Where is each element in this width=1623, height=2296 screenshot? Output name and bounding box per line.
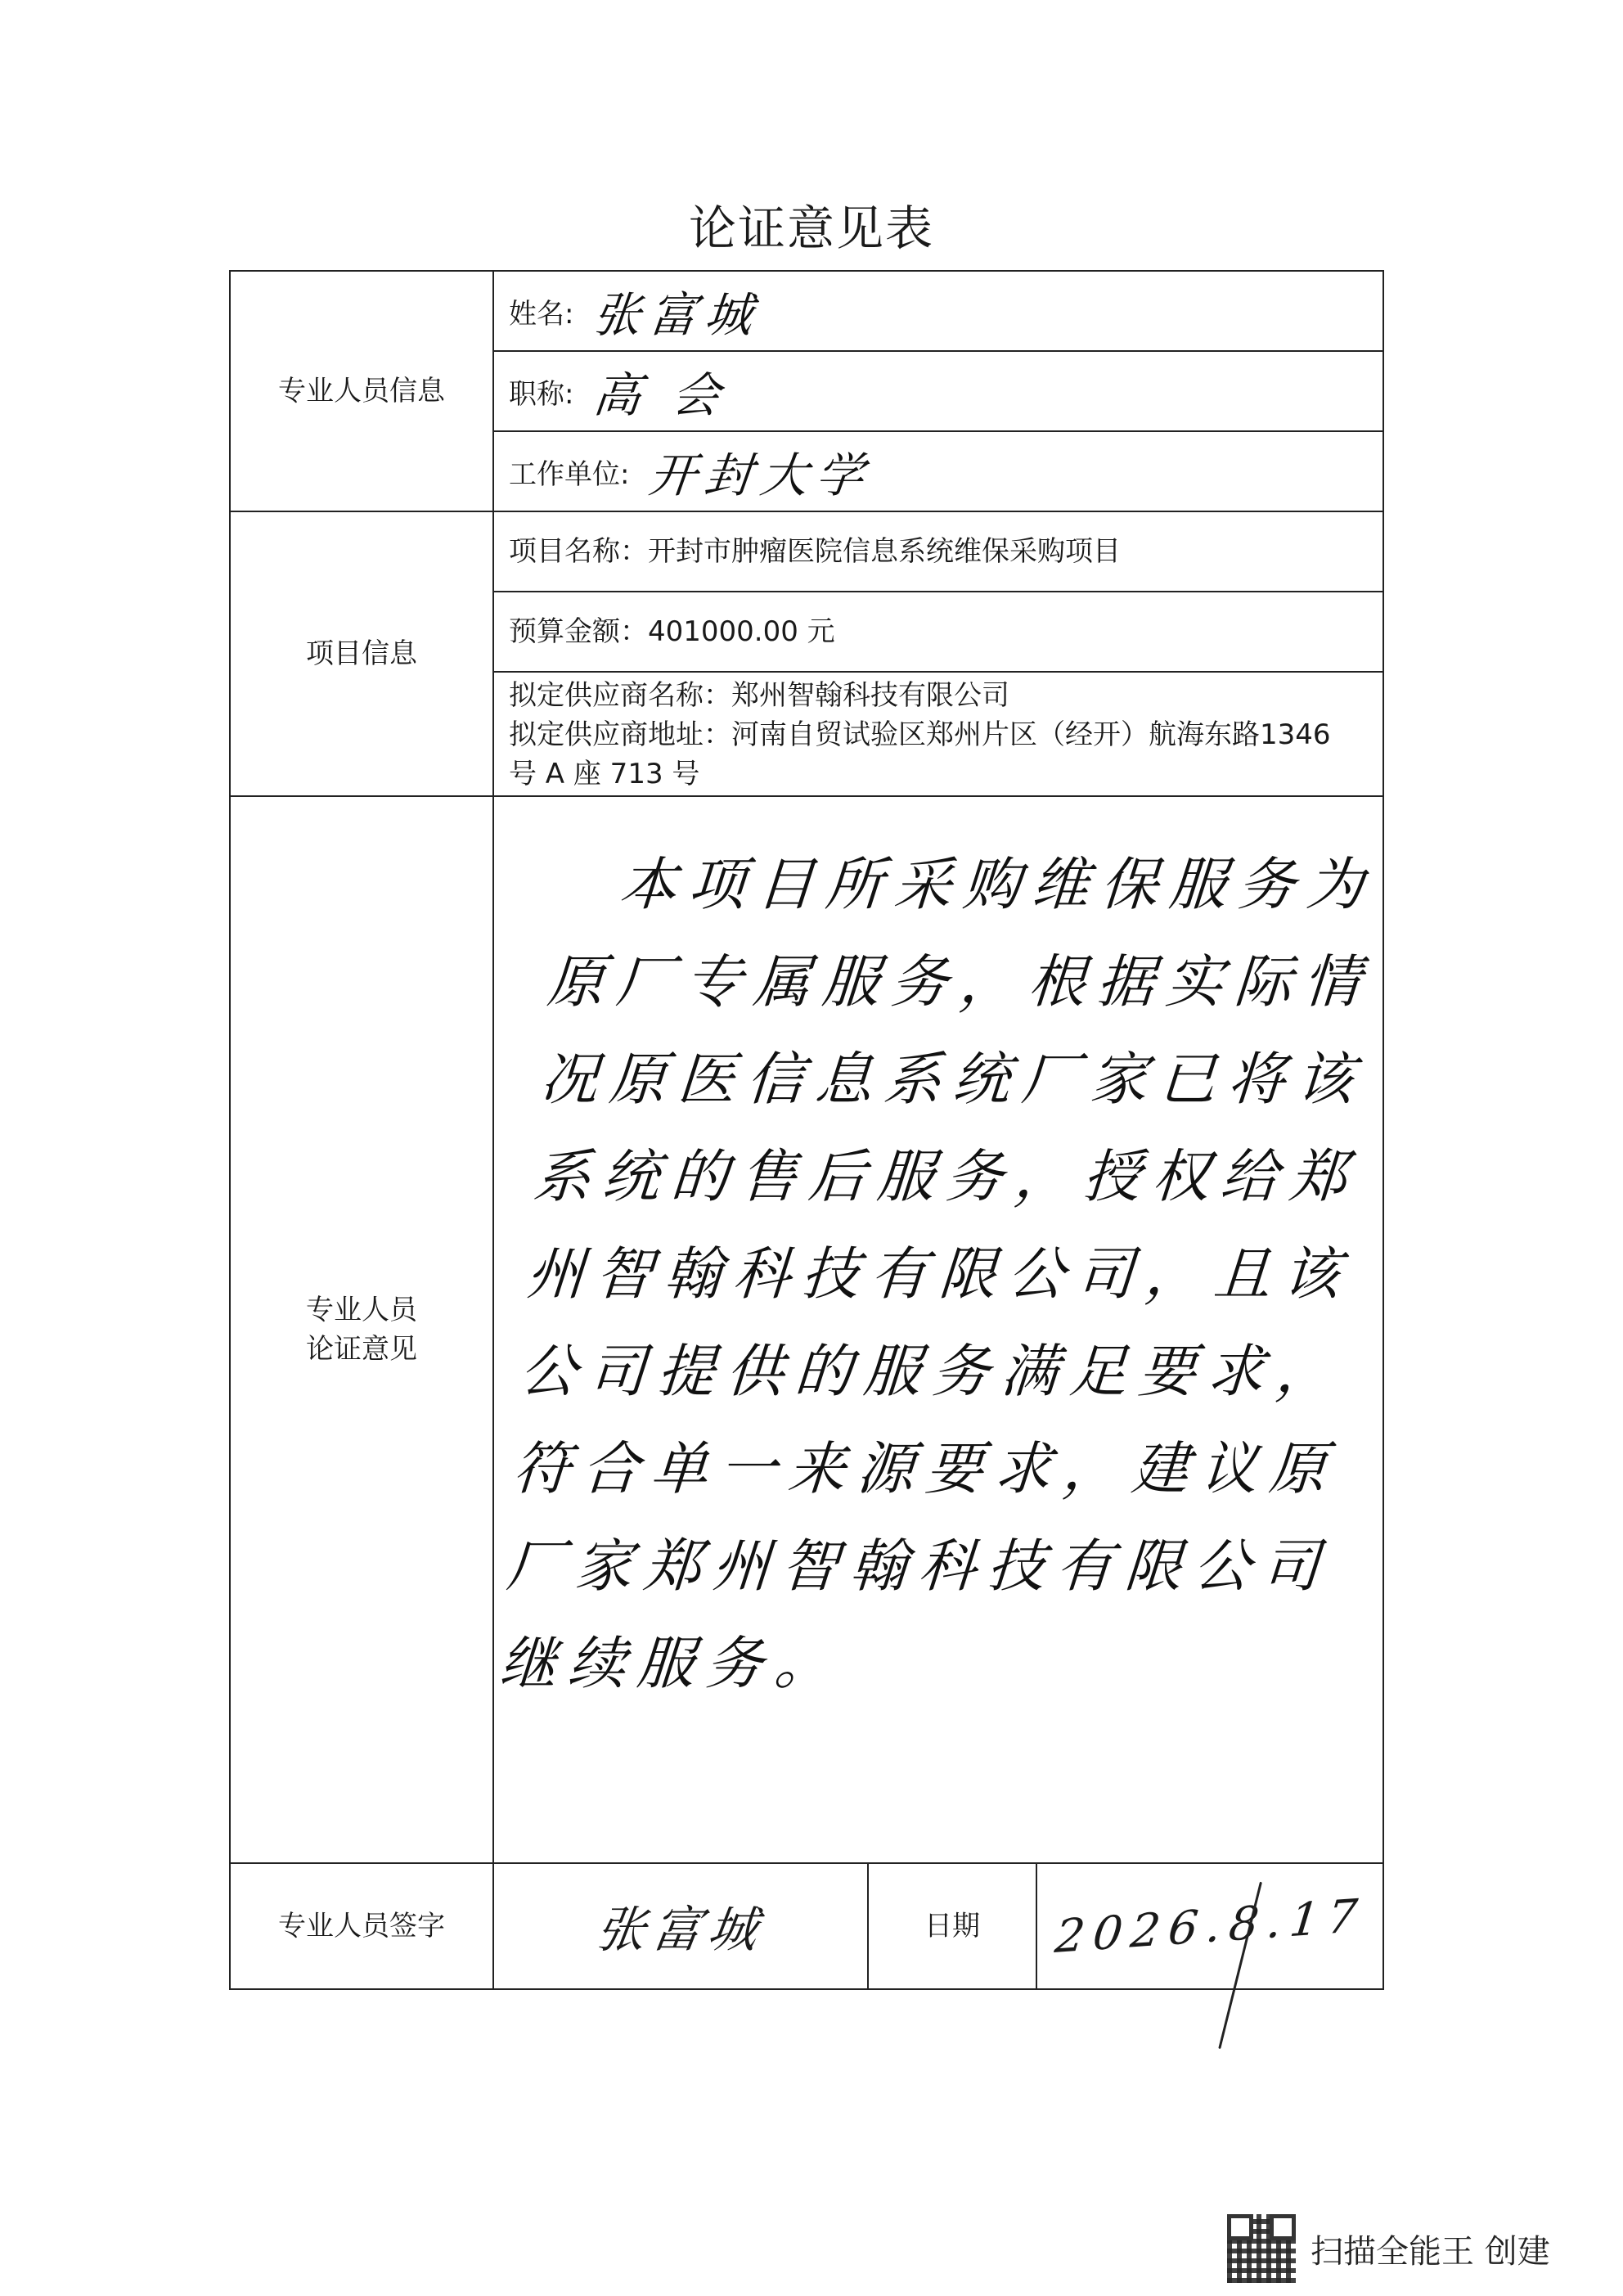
employer-row [493, 431, 1383, 511]
signature-label: 专业人员签字 [278, 1910, 445, 1943]
project-name-text: 项目名称：开封市肿瘤医院信息系统维保采购项目 [509, 535, 1121, 568]
personnel-section-label [230, 271, 493, 511]
opinion-label-line1: 专业人员 [306, 1294, 417, 1326]
opinion-section-label [230, 796, 493, 1863]
budget-row [493, 592, 1383, 672]
supplier-row [493, 672, 1383, 796]
opinion-label-line2: 论证意见 [306, 1333, 417, 1366]
name-row [493, 271, 1383, 351]
project-name-row [493, 511, 1383, 592]
supplier-name-text: 拟定供应商名称：郑州智翰科技有限公司 [509, 679, 1009, 712]
opinion-handwritten-text: 本项目所采购维保服务为原厂专属服务，根据实际情况原医信息系统厂家已将该系统的售后服务，授权给郑州智翰科技有限公司，且该公司提供的服务满足要求，符合单一来源要求，建议原厂家郑州智翰科技有限公司继续服务。 [497, 851, 1378, 1697]
footer-brand-text: 扫描全能王 创建 [1311, 2232, 1550, 2271]
form-title: 论证意见表 [688, 200, 934, 256]
employer-handwritten: 开封大学 [646, 448, 875, 503]
title-row [493, 351, 1383, 431]
title-label: 职称: [509, 377, 574, 411]
project-section-text: 项目信息 [306, 637, 417, 670]
personnel-section-text: 专业人员信息 [278, 375, 445, 407]
date-label-cell [868, 1863, 1036, 1989]
evaluation-form-table [229, 270, 1384, 1990]
supplier-address-text: 拟定供应商地址：河南自贸试验区郑州片区（经开）航海东路1346 号 A 座 713 号 [509, 718, 1331, 790]
budget-text: 预算金额：401000.00 元 [509, 615, 835, 648]
signature-cell [493, 1863, 868, 1989]
name-label: 姓名: [509, 297, 574, 331]
date-handwritten: 2026.8.17 [1052, 1889, 1368, 1964]
signature-handwritten: 张富城 [592, 1902, 768, 1959]
opinion-content-cell [493, 796, 1383, 1863]
date-label: 日期 [924, 1910, 980, 1943]
qr-code-icon [1227, 2214, 1296, 2283]
title-handwritten: 高 会 [591, 367, 731, 423]
date-cell [1036, 1863, 1383, 1989]
signature-label-cell [230, 1863, 493, 1989]
scanner-footer [1227, 2213, 1550, 2284]
employer-label: 工作单位: [509, 457, 630, 491]
name-handwritten: 张富城 [591, 287, 764, 343]
project-section-label [230, 511, 493, 796]
